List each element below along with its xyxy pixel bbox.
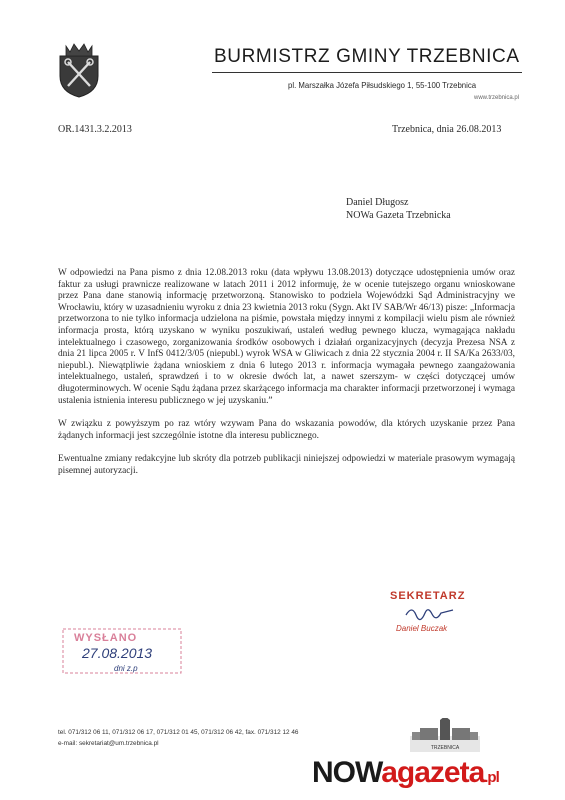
sent-stamp-label: WYSŁANO: [74, 632, 138, 644]
organization-address: pl. Marszałka Józefa Piłsudskiego 1, 55-100 Trzebnica: [288, 81, 477, 90]
brand-part-now: NOW: [312, 756, 382, 789]
body-paragraph: Ewentualne zmiany redakcyjne lub skróty dla potrzeb publikacji niniejszej odpowiedzi w materiale prasowym wymagają pisemnej autoryzacji.: [58, 454, 515, 476]
town-logo-text: TRZEBNICA: [430, 745, 460, 751]
contact-details: [58, 728, 298, 749]
newspaper-brand-logo: [312, 756, 499, 795]
secretary-stamp-label: SEKRETARZ: [390, 590, 466, 602]
reference-number: OR.1431.3.2.2013: [58, 124, 132, 135]
recipient-name: Daniel Długosz: [346, 197, 409, 208]
body-paragraph: W związku z powyższym po raz wtóry wzywam Pana do wskazania powodów, dla których uzyskanie przez Pana żądanych informacji jest szczególnie istotne dla interesu publicznego.: [58, 419, 515, 441]
organization-website: www.trzebnica.pl: [474, 95, 520, 101]
email-address: e-mail: sekretariat@um.trzebnica.pl: [58, 739, 159, 747]
recipient-block: [346, 196, 451, 222]
header-divider: [212, 72, 522, 73]
brand-part-pl: .pl: [484, 769, 499, 786]
organization-title: BURMISTRZ GMINY TRZEBNICA: [214, 46, 520, 67]
sent-stamp-initials: dni z.p: [114, 664, 138, 673]
town-logo-icon: [410, 718, 480, 752]
sent-stamp: [62, 628, 182, 674]
phone-numbers: tel. 071/312 06 11, 071/312 06 17, 071/312 01 45, 071/312 06 42, fax. 071/312 12 46: [58, 729, 299, 736]
date-line: Trzebnica, dnia 26.08.2013: [392, 124, 502, 135]
secretary-stamp-name: Daniel Buczak: [396, 624, 448, 633]
recipient-organization: NOWa Gazeta Trzebnicka: [346, 210, 451, 221]
sent-stamp-date: 27.08.2013: [82, 645, 153, 661]
signature-mark: [406, 610, 453, 620]
secretary-stamp: [388, 585, 518, 637]
brand-part-gazeta: agazeta: [381, 756, 485, 789]
body-paragraph: W odpowiedzi na Pana pismo z dnia 12.08.2013 roku (data wpływu 13.08.2013) dotyczące udostępnienia umów oraz faktur za usługi prawnicze realizowane w latach 2011 i 2012 informuję, że w ocenie tutejszego organu wnioskowane przez Pana dane stanowią informację przetworzoną. Stanowisko to podziela Wojewódzki Sąd Administracyjny we Wrocławiu, który w uzasadnieniu wyroku z dnia 23 kwietnia 2013 roku (Sygn. Akt IV SAB/Wr 46/13) pisze: „Informacja przetworzona to nie tylko informacja udzielona na piśmie, powstała między innymi z kompilacji wielu pism ale również informacja prosta, którą uzyskano w wyniku poszukiwań, ustaleń według pewnego klucza, wymagająca nakładu intelektualnego i czasowego, zorganizowania środków osobowych i działań organizacyjnych (decyzja Prezesa NSA z dnia 21 lipca 2005 r. V InfS 0412/3/05 (niepubl.) wyrok WSA w Gliwicach z dnia 22 stycznia 2004 r. II SA/Ka 2633/03, niepubl.). Niewątpliwie żądana wnioskiem z dnia 6 lutego 2013 r. informacja wymagała pewnego zaangażowania intelektualnego, ustaleń, sprawdzeń i to w okresie dwóch lat, a nawet szerszym- w części dotyczącej umów długoterminowych. W ocenie Sądu żądana przez skarżącego informacja ma charakter informacji przetworzonej i wymaga ustalenia istnienia interesu publicznego w jej uzyskaniu.”: [58, 268, 515, 406]
coat-of-arms-icon: [56, 40, 102, 98]
letter-body: [58, 268, 515, 490]
